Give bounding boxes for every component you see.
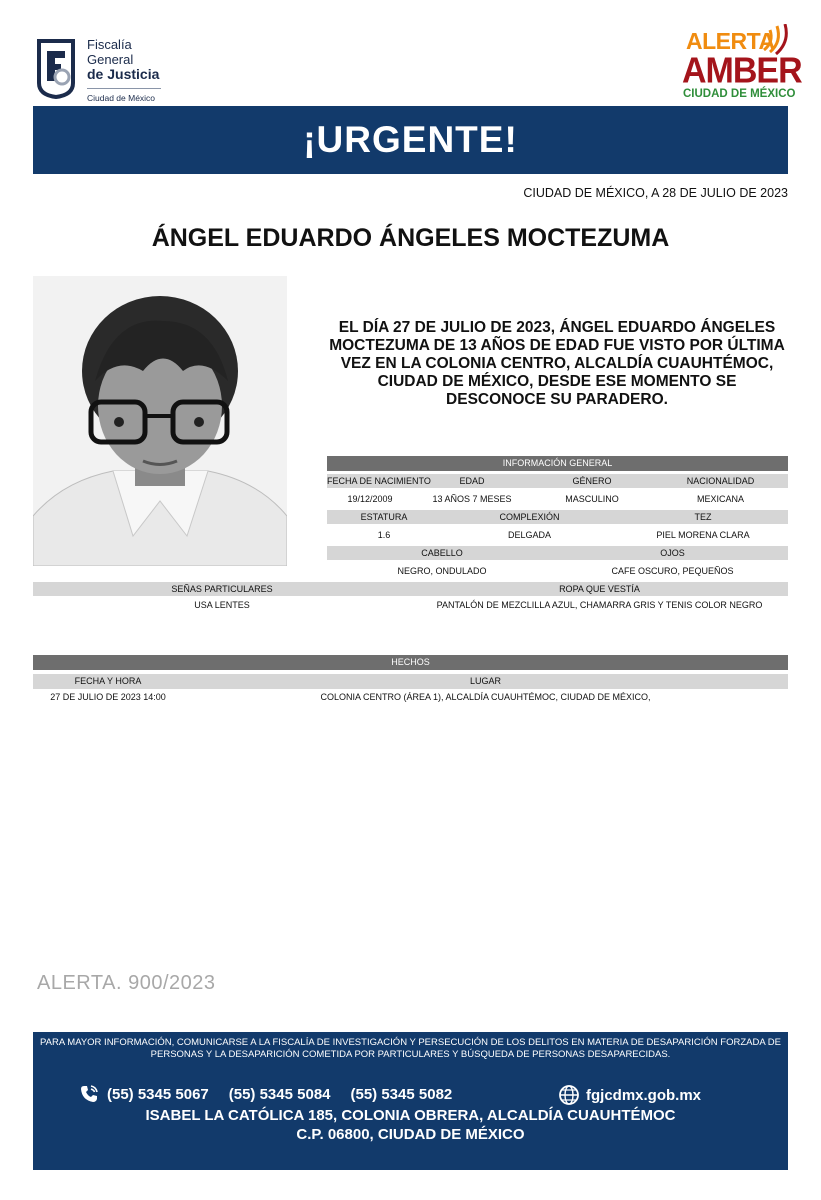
value-hair: NEGRO, ONDULADO	[397, 566, 487, 576]
label-distinguishing-marks: SEÑAS PARTICULARES	[171, 584, 273, 594]
info-row4-labels	[33, 582, 788, 596]
case-description: EL DÍA 27 DE JULIO DE 2023, ÁNGEL EDUARDO ÁNGELES MOCTEZUMA DE 13 AÑOS DE EDAD FUE VISTO POR ÚLTIMA VEZ EN LA COLONIA CENTRO, ALCALDÍA CUAUHTÉMOC, CIUDAD DE MÉXICO, DESDE ESE MOMENTO SE DESCONOCE SU PARADERO.	[329, 319, 785, 408]
contact-footer	[33, 1032, 788, 1170]
phone-icon	[79, 1084, 99, 1104]
address-line1: ISABEL LA CATÓLICA 185, COLONIA OBRERA, ALCALDÍA CUAUHTÉMOC	[145, 1107, 676, 1124]
value-date-time: 27 DE JULIO DE 2023 14:00	[50, 692, 166, 702]
info-row1-labels	[327, 474, 788, 488]
label-nationality: NACIONALIDAD	[686, 476, 755, 486]
org-name-line3: de Justicia	[87, 66, 160, 82]
org-name-line2: General	[87, 52, 134, 67]
label-eyes: OJOS	[660, 548, 685, 558]
label-date-time: FECHA Y HORA	[74, 676, 142, 686]
value-nationality: MEXICANA	[696, 494, 744, 504]
website-link[interactable]: fgjcdmx.gob.mx	[586, 1086, 702, 1104]
fgj-logo	[33, 37, 173, 103]
amber-logo-alerta: ALERTA	[686, 28, 775, 54]
issue-date: CIUDAD DE MÉXICO, A 28 DE JULIO DE 2023	[523, 186, 788, 200]
value-eyes: CAFE OSCURO, PEQUEÑOS	[611, 566, 734, 576]
phone-number-2[interactable]: (55) 5345 5084	[228, 1085, 331, 1103]
info-row4-values	[33, 598, 788, 612]
facts-title: HECHOS	[391, 657, 430, 667]
general-info-header	[327, 456, 788, 471]
phone-number-3[interactable]: (55) 5345 5082	[350, 1085, 453, 1103]
label-gender: GÉNERO	[572, 476, 612, 486]
website	[558, 1084, 701, 1106]
facts-values	[33, 690, 788, 704]
info-row3-labels	[327, 546, 788, 560]
amber-signal-icon	[760, 24, 792, 58]
label-height: ESTATURA	[360, 512, 408, 522]
globe-icon	[558, 1084, 580, 1106]
info-row2-values	[327, 528, 788, 542]
amber-logo-city: CIUDAD DE MÉXICO	[683, 88, 796, 100]
value-complexion: PIEL MORENA CLARA	[656, 530, 750, 540]
value-place: COLONIA CENTRO (ÁREA 1), ALCALDÍA CUAUHTÉMOC, CIUDAD DE MÉXICO,	[320, 692, 651, 702]
label-hair: CABELLO	[421, 548, 463, 558]
value-birth-date: 19/12/2009	[347, 494, 393, 504]
label-build: COMPLEXIÓN	[499, 512, 560, 522]
org-name-line1: Fiscalía	[87, 37, 132, 52]
info-row2-labels	[327, 510, 788, 524]
general-info-title: INFORMACIÓN GENERAL	[502, 458, 613, 468]
info-row3-values	[327, 564, 788, 578]
label-complexion: TEZ	[694, 512, 712, 522]
urgent-title: ¡URGENTE!	[303, 119, 518, 160]
facts-header	[33, 655, 788, 670]
value-age: 13 AÑOS 7 MESES	[432, 494, 512, 504]
value-height: 1.6	[377, 530, 391, 540]
alert-code: ALERTA. 900/2023	[37, 972, 216, 994]
label-birth-date: FECHA DE NACIMIENTO	[327, 476, 431, 486]
address-line2: C.P. 06800, CIUDAD DE MÉXICO	[296, 1126, 525, 1143]
value-gender: MASCULINO	[565, 494, 619, 504]
amber-logo-amber: AMBER	[682, 51, 802, 91]
label-age: EDAD	[459, 476, 485, 486]
phone-numbers	[79, 1084, 472, 1104]
alerta-amber-logo	[680, 24, 802, 102]
value-clothing: PANTALÓN DE MEZCLILLA AZUL, CHAMARRA GRIS Y TENIS COLOR NEGRO	[436, 600, 763, 610]
phone-number-1[interactable]: (55) 5345 5067	[107, 1085, 209, 1103]
contact-info-text: PARA MAYOR INFORMACIÓN, COMUNICARSE A LA FISCALÍA DE INVESTIGACIÓN Y PERSECUCIÓN DE LOS DELITOS EN MATERIA DE DESAPARICIÓN FORZADA DE PERSONAS Y LA DESAPARICIÓN COMETIDA POR PARTICULARES Y BÚSQUEDA DE PERSONAS DESAPARECIDAS.	[40, 1037, 781, 1060]
value-distinguishing-marks: USA LENTES	[194, 600, 250, 610]
facts-labels	[33, 674, 788, 689]
missing-person-name: ÁNGEL EDUARDO ÁNGELES MOCTEZUMA	[151, 224, 670, 252]
fgj-emblem-icon	[33, 37, 79, 99]
missing-person-photo	[33, 276, 287, 566]
org-city: Ciudad de México	[87, 88, 161, 106]
info-row1-values	[327, 492, 788, 506]
value-build: DELGADA	[507, 530, 551, 540]
label-place: LUGAR	[469, 676, 501, 686]
urgent-banner	[33, 106, 788, 174]
label-clothing: ROPA QUE VESTÍA	[559, 584, 640, 594]
